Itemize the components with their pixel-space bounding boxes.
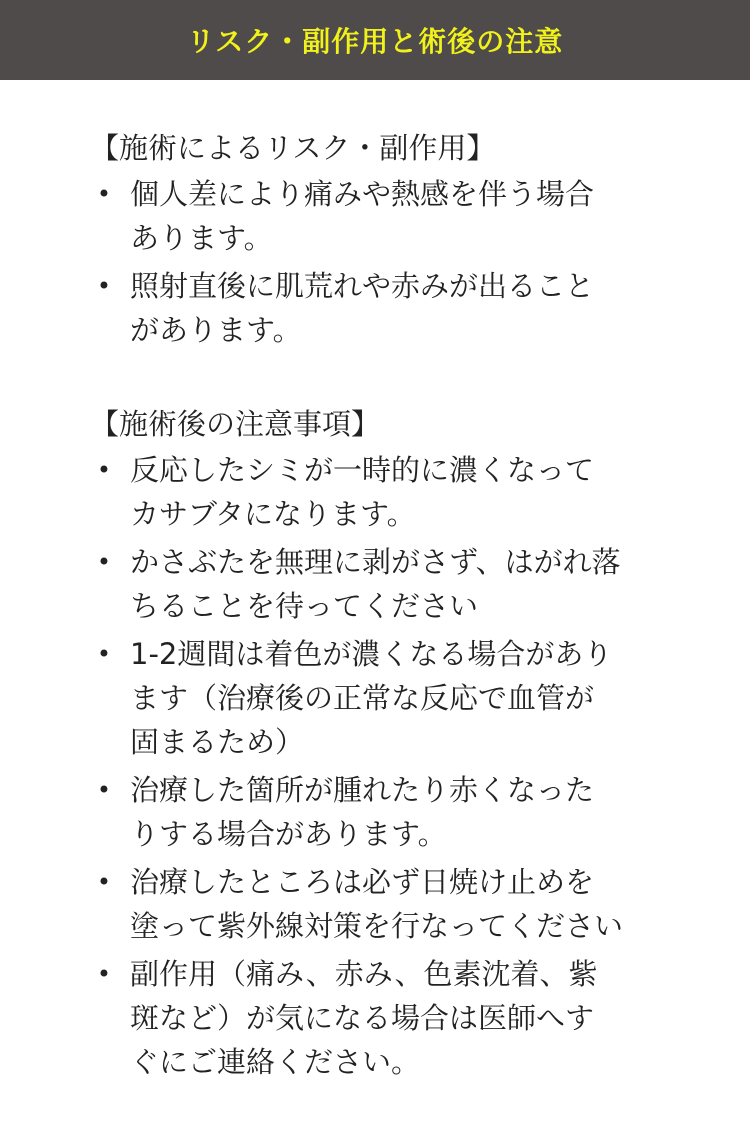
list-item-line: 1-2週間は着色が濃くなる場合があり (130, 637, 613, 671)
list-item-line: カサブタになります。 (130, 497, 416, 531)
bullet-dot-icon: • (96, 640, 112, 668)
list-item (96, 632, 675, 764)
bullet-dot-icon: • (96, 960, 112, 988)
risk-section (90, 126, 750, 352)
list-item-line: 照射直後に肌荒れや赤みが出ること (130, 269, 595, 303)
list-item-line: 固まるため） (130, 725, 305, 759)
list-item-line: 治療した箇所が腫れたり赤くなった (130, 773, 595, 807)
list-item (96, 264, 675, 352)
page-title: リスク・副作用と術後の注意 (186, 25, 564, 58)
bullet-list (96, 448, 750, 1084)
list-item (96, 448, 675, 536)
bullet-dot-icon: • (96, 548, 112, 576)
list-item-line: 副作用（痛み、赤み、色素沈着、紫 (130, 957, 598, 991)
list-item (96, 540, 675, 628)
bullet-dot-icon: • (96, 868, 112, 896)
aftercare-section (90, 402, 750, 1084)
section-heading: 【施術後の注意事項】 (90, 407, 381, 441)
section-spacer (96, 356, 750, 402)
list-item-line: ぐにご連絡ください。 (130, 1045, 421, 1079)
page-header (0, 0, 750, 80)
list-item-line: ます（治療後の正常な反応で血管が (130, 681, 595, 715)
list-item (96, 172, 675, 260)
list-item (96, 768, 675, 856)
list-item-line: ちることを待ってください (130, 589, 479, 623)
list-item-line: りする場合があります。 (130, 817, 447, 851)
bullet-dot-icon: • (96, 180, 112, 208)
list-item (96, 860, 675, 948)
bullet-list (96, 172, 750, 352)
list-item-line: 斑など）が気になる場合は医師へす (130, 1001, 595, 1035)
bullet-dot-icon: • (96, 456, 112, 484)
list-item-line: 治療したところは必ず日焼け止めを (130, 865, 595, 899)
bullet-dot-icon: • (96, 272, 112, 300)
list-item-line: かさぶたを無理に剥がさず、はがれ落 (130, 545, 621, 579)
list-item-line: があります。 (130, 313, 302, 347)
list-item (96, 952, 675, 1084)
list-item-line: 塗って紫外線対策を行なってください (130, 909, 624, 943)
section-heading: 【施術によるリスク・副作用】 (90, 131, 496, 165)
list-item-line: あります。 (130, 221, 273, 255)
list-item-line: 個人差により痛みや熱感を伴う場合 (130, 177, 595, 211)
bullet-dot-icon: • (96, 776, 112, 804)
notice-content (0, 80, 750, 1084)
list-item-line: 反応したシミが一時的に濃くなって (130, 453, 595, 487)
